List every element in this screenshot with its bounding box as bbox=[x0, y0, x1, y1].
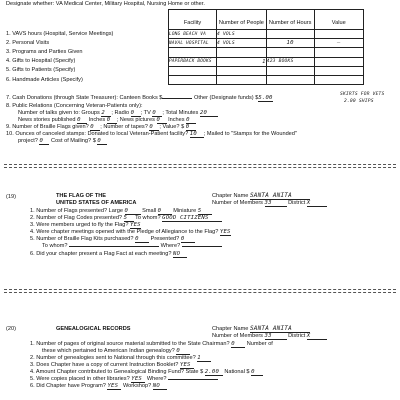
table-cell bbox=[266, 30, 314, 39]
col-people: Number of People bbox=[218, 20, 264, 26]
item-8-public-relations: 8. Public Relations (Concerning Veteran-Patients only): bbox=[6, 103, 143, 109]
section-divider bbox=[4, 164, 396, 165]
table-cell: 1 bbox=[217, 57, 267, 66]
genealogy-q1b: these which pertained to American Indian genealogy? 0 bbox=[42, 348, 190, 355]
flag-q4: 4. Were chapter meetings opened with the Pledge of Allegiance to the Flag? YES bbox=[30, 229, 231, 235]
designate-line: Designate whether: VA Medical Center, Military Hospital, Nursing Home or other. bbox=[6, 1, 205, 7]
table-cell bbox=[266, 48, 314, 57]
item-9-braille: 9. Number of Braille Flags given? 0 ; Number of tapes? 0 ; Value? $ 0 bbox=[6, 124, 196, 131]
table-cell: 423 BOOKS bbox=[266, 57, 314, 66]
table-cell bbox=[169, 75, 217, 84]
news-line: News stories published 0 Inches 0 ; News pictures 0 Inches 0 bbox=[18, 117, 196, 124]
vavs-item-label: 2. Personal Visits bbox=[6, 40, 50, 46]
talks-line: Number of talks given to: Groups 2 ; Radio 0 ; TV 0 ; Total Minutes 20 bbox=[18, 110, 218, 117]
vavs-item-label: 3. Programs and Parties Given bbox=[6, 49, 83, 55]
col-value: Value bbox=[331, 20, 346, 26]
table-cell: — bbox=[314, 39, 363, 48]
section-divider bbox=[4, 292, 396, 293]
table-cell bbox=[217, 66, 267, 75]
table-cell: NAVAL HOSPITAL bbox=[169, 39, 217, 48]
table-cell bbox=[169, 66, 217, 75]
table-cell bbox=[314, 57, 363, 66]
genealogy-section-title: GENEALOGICAL RECORDS bbox=[56, 326, 131, 332]
vavs-item-label: 1. VAVS hours (Hospital, Service Meetings) bbox=[6, 31, 114, 37]
section-divider bbox=[4, 289, 396, 290]
table-cell bbox=[314, 48, 363, 57]
skirts-note: SKIRTS FOR VETS bbox=[340, 92, 385, 97]
table-cell bbox=[217, 75, 267, 84]
flag-section-number: (19) bbox=[6, 194, 16, 200]
item-10-stamps: 10. Ounces of canceled stamps: Donated to local Veteran-Patient facility? 10 ; Mailed to "Stamps for the Wounded" bbox=[6, 131, 297, 137]
item-7-cash-donations: 7. Cash Donations (through State Treasurer): Canteen Books $ Other (Designate funds) $5.00 bbox=[6, 95, 273, 101]
genealogy-q1: 1. Number of pages of original source material submitted to the State Chairman? 0 Number of bbox=[30, 341, 273, 347]
table-cell: PAPERBACK BOOKS bbox=[169, 57, 217, 66]
flag-section-title: UNITED STATES OF AMERICA bbox=[56, 200, 137, 206]
flag-q3: 3. Were members urged to fly the Flag? YES bbox=[30, 222, 141, 228]
flag-q1: 1. Number of Flags presented? Large 0 Small 0 Miniature 5 bbox=[30, 208, 212, 215]
genealogy-chapter-line: Chapter Name SANTA ANITA bbox=[212, 326, 310, 333]
vavs-item-label: 5. Gifts to Patients (Specify) bbox=[6, 67, 76, 73]
table-cell: LONG BEACH VA bbox=[169, 30, 217, 39]
section-divider bbox=[4, 167, 396, 168]
genealogy-q3: 3. Does Chapter have a copy of current Instruction Booklet? YES bbox=[30, 362, 194, 369]
table-cell bbox=[314, 75, 363, 84]
flag-q5: 5. Number of Braille Flag Kits purchased? 0 Presented? 0 bbox=[30, 236, 195, 243]
stamps-project-line: project? 0 Cost of Mailing? $ 0 bbox=[18, 138, 107, 145]
flag-q5-to-whom: To whom? Where? bbox=[42, 243, 222, 249]
vavs-item-label: 4. Gifts to Hospital (Specify) bbox=[6, 58, 76, 64]
table-cell bbox=[314, 30, 363, 39]
col-hours: Number of Hours bbox=[268, 20, 312, 26]
table-cell bbox=[266, 75, 314, 84]
flag-q6: 6. Did your chapter present a Flag Fact at each meeting? NO bbox=[30, 251, 187, 258]
ships-note: 2.00 SHIPS bbox=[344, 99, 374, 104]
table-cell bbox=[217, 48, 267, 57]
genealogy-q5: 5. Were copies placed in other libraries? YES Where? bbox=[30, 376, 218, 383]
genealogy-q2: 2. Number of genealogies sent to National through this committee? 1 bbox=[30, 355, 211, 362]
flag-members-line: Number of Members 33 District X bbox=[212, 200, 327, 207]
table-cell bbox=[266, 66, 314, 75]
flag-q2: 2. Number of Flag Codes presented? 5 To whom? GOOD CITIZENS bbox=[30, 215, 222, 222]
table-cell bbox=[169, 48, 217, 57]
genealogy-q4: 4. Amount Chapter contributed to Genealogical Binding Fund? State $ 2.00 National $ 0 bbox=[30, 369, 263, 376]
vavs-item-label: 6. Handmade Articles (Specify) bbox=[6, 77, 83, 83]
genealogy-section-number: (20) bbox=[6, 326, 16, 332]
table-cell: 4 VOLS bbox=[217, 30, 267, 39]
genealogy-members-line: Number of Members 33 District X bbox=[212, 333, 327, 340]
table-cell: 4 VOLS bbox=[217, 39, 267, 48]
col-facility: Facility bbox=[183, 20, 202, 26]
table-cell bbox=[314, 66, 363, 75]
table-cell: 10 bbox=[266, 39, 314, 48]
flag-chapter-line: Chapter Name SANTA ANITA bbox=[212, 193, 310, 200]
flag-section-title: THE FLAG OF THE bbox=[56, 193, 107, 199]
genealogy-q6: 6. Did Chapter have Program? YES Workshop? NO bbox=[30, 383, 167, 390]
